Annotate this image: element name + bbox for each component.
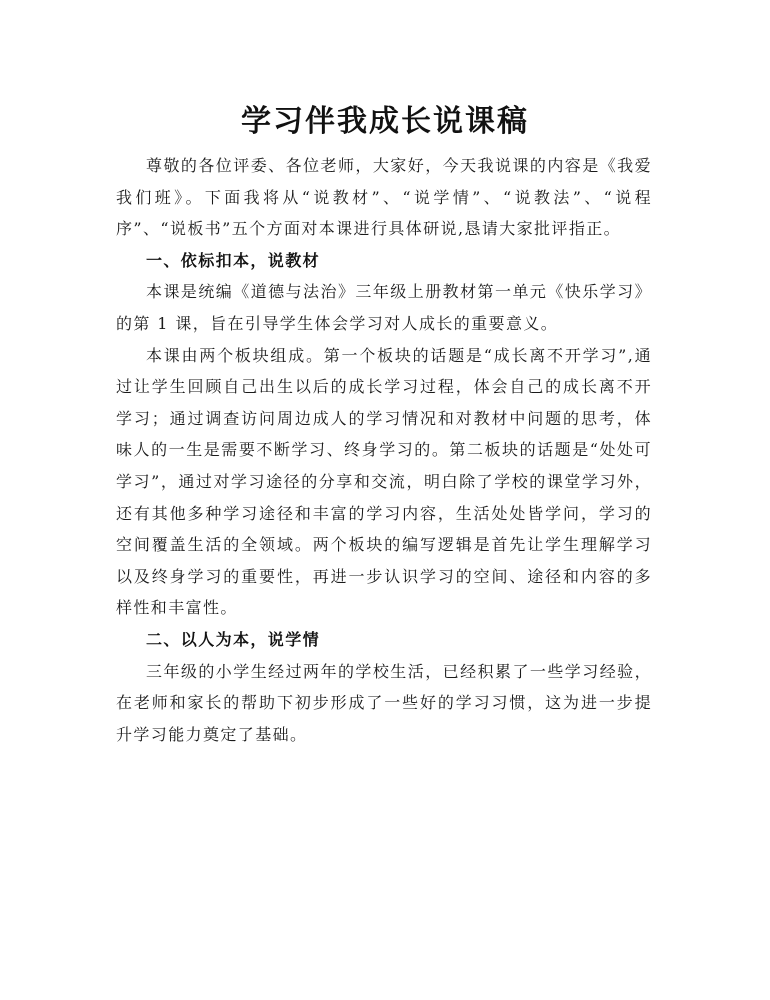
section-heading-textbook: 一、依标扣本，说教材	[146, 250, 321, 270]
learning-situation-paragraph: 三年级的小学生经过两年的学校生活，已经积累了一些学习经验，在老师和家长的帮助下初步形成了一些好的学习习惯，这为进一步提升学习能力奠定了基础。	[116, 661, 652, 744]
textbook-paragraph-1: 本课是统编《道德与法治》三年级上册教材第一单元《快乐学习》的第 1 课，旨在引导学生体会学习对人成长的重要意义。	[116, 282, 652, 333]
document-body	[116, 150, 652, 750]
intro-paragraph: 尊敬的各位评委、各位老师，大家好，今天我说课的内容是《我爱我们班》。下面我将从“说教材”、“说学情”、“说教法”、“说程序”、“说板书”五个方面对本课进行具体研说,恳请大家批评指正。	[116, 156, 652, 239]
section-heading-learning-situation: 二、以人为本，说学情	[146, 629, 321, 649]
document-title: 学习伴我成长说课稿	[241, 104, 529, 139]
textbook-paragraph-2: 本课由两个板块组成。第一个板块的话题是“成长离不开学习”,通过让学生回顾自己出生以后的成长学习过程，体会自己的成长离不开学习；通过调查访问周边成人的学习情况和对教材中问题的思考，体味人的一生是需要不断学习、终身学习的。第二板块的话题是“处处可学习”，通过对学习途径的分享和交流，明白除了学校的课堂学习外，还有其他多种学习途径和丰富的学习内容，生活处处皆学问，学习的空间覆盖生活的全领域。两个板块的编写逻辑是首先让学生理解学习以及终身学习的重要性，再进一步认识学习的空间、途径和内容的多样性和丰富性。	[116, 345, 652, 618]
